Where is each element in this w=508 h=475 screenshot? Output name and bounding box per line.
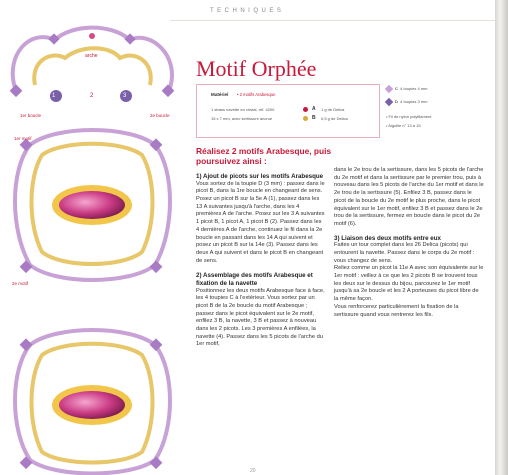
intro-text: Réalisez 2 motifs Arabesque, puis poursuivez ainsi : (196, 146, 332, 166)
step-1-heading: 1) Ajout de picots sur les motifs Arabesque (196, 173, 324, 180)
materials-legend (386, 86, 486, 138)
label-motif-2: 2e motif (12, 281, 29, 286)
legend-row-thread: • Fil de nylon polyfilament (386, 114, 432, 119)
bead-diagrams (0, 0, 190, 475)
bead-a-text: 1 g de Delica (321, 107, 345, 112)
material-box (196, 84, 380, 138)
label-motif-1: 1er motif (14, 136, 32, 141)
label-boucle-1: 1er boucle (20, 113, 42, 118)
legend-row-c: C 4 toupies 4 mm (386, 86, 427, 92)
material-row-1: 1 strass navette en cristal, réf. 4200 (211, 107, 275, 112)
column-1 (196, 173, 326, 349)
diagram-top (10, 28, 175, 118)
label-num-3: 3 (123, 93, 127, 99)
step-2-text: Positionnez les deux motifs Arabesque face à face, les 4 toupies C à l'extérieur. Vous sortez par un picot B de la 2e boucle du motif Arabesque ; passez dans le picot équivalent sur le 2e motif, enfilez 3 B, la navette, 3 B et passez à nouveau dans les 2 picots. Les 3 premières A enfilées, la navette (4). Passez dans les 5 picots de l'arche du 1er motif, (196, 287, 325, 348)
legend-row-d: D 4 toupies 3 mm (386, 99, 427, 105)
step-1-text: Vous sortez de la toupie D (3 mm) : passez dans le picot B, dans la 1re boucle en changeant de sens. Posez un picot B sur la 5e A (1), passez dans les 13 A suivantes jusqu'à l'arche, dans les 4 premières A de l'arche. Posez sur les 3 A suivantes 1 picot B, 1 picot A, 1 picot B (2). Passez dans les 4 dernières A de l'arche, continuez le fil dans la 2e boucle en passant dans les 14 A qui suivent et posez un picot B sur la 14e (3). Passez dans les deux A qui suivent et dans le picot B en changeant de sens. (196, 180, 325, 264)
material-row-2: 15 x 7 mm, avec sertissure ancrue (211, 116, 273, 121)
page-edge (495, 0, 508, 475)
label-num-2: 2 (90, 93, 94, 99)
bead-a-letter: A (312, 106, 316, 112)
material-label: Matériel (211, 92, 229, 97)
step-3-text-2: Reliez comme un picot la 11e A avec son équivalente sur le 1er motif : veillez à ce que les 2 picots B se trouvent tous les deux sur le dessus du bijou, parcourez le 1er motif jusqu'à sa 2e boucle et les 2 A porteuses du picot libre de la même façon. (334, 265, 484, 303)
bead-a-swatch (303, 107, 308, 112)
bead-b-swatch (303, 116, 308, 121)
step-2-heading: 2) Assemblage des motifs Arabesque et fixation de la navette (196, 272, 313, 287)
material-subtitle: • 2 motifs Arabesque (237, 92, 276, 97)
step-2-continued: dans le 2e trou de la sertissure, dans les 5 picots de l'arche du 2e motif et dans la sertissure par le premier trou, puis à nouveau dans les 5 picots de l'arche du 1er motif et dans le 2e trou de la sertissure (5). Enfilez 3 B, passez dans le picot de la boucle du 2e motif le plus proche, dans le picot équivalent sur le 1er motif, enfilez 3 B et passez dans le 2e trou de la sertissure, fermez en boucle dans le picot du 2e motif (6). (334, 167, 484, 227)
header-rule (170, 20, 495, 21)
diagram-middle (12, 130, 170, 286)
column-2 (334, 167, 484, 319)
section-header: TECHNIQUES (210, 8, 285, 14)
step-3-text-3: Vous renforcerez particulièrement la fixation de la sertissure quand vous rentrerez les fils. (334, 303, 459, 318)
legend-row-needle: • Aiguille n° 13 à 15 (386, 123, 421, 128)
step-3-text: Faites un tour complet dans les 26 Delica (picots) qui entourent la navette. Passez dans le corps du 2e motif : vous changez de sens. (334, 242, 475, 264)
label-arche: arche (85, 53, 98, 59)
toupie-d-icon (385, 98, 393, 106)
diagram-bottom (15, 330, 170, 474)
page-number: 20 (250, 468, 256, 474)
step-3-heading: 3) Liaison des deux motifs entre eux (334, 234, 441, 242)
page-title: Motif Orphée (196, 56, 317, 81)
bead-b-text: 0,5 g de Delica (321, 116, 348, 121)
bead-b-letter: B (312, 115, 316, 121)
label-num-1: 1 (52, 93, 56, 99)
label-boucle-2: 2e boucle (150, 113, 170, 118)
toupie-c-icon (385, 85, 393, 93)
